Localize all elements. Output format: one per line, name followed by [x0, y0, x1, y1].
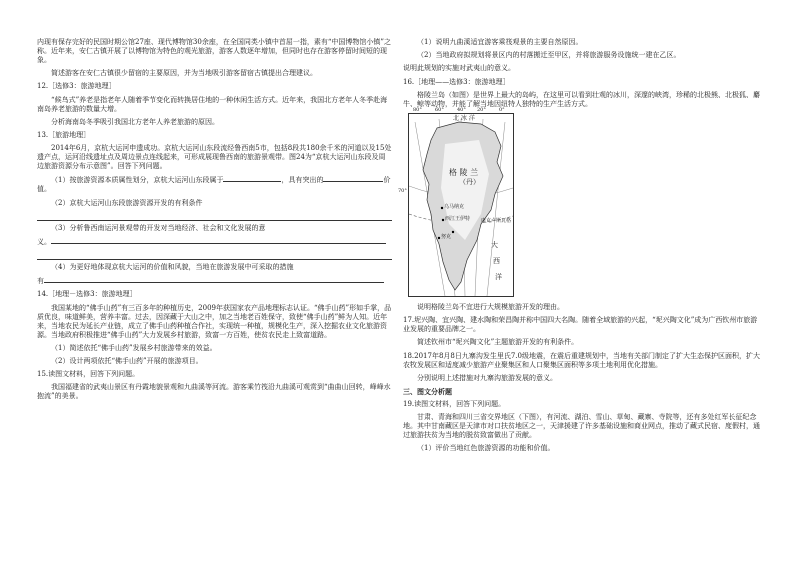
- place-label-3: 西江王伊特: [445, 215, 471, 222]
- q13-sub3-tail: 义。: [37, 237, 51, 246]
- q12-prompt: 分析海南岛冬季吸引我国北方老年人养老旅游的原因。: [51, 117, 219, 126]
- answer-line-q13-3[interactable]: [51, 237, 386, 244]
- lon-label-4: 20°: [477, 106, 486, 113]
- sea-label-atlantic-3: 洋: [495, 272, 502, 281]
- q13-heading: 13.［旅游地理］: [37, 130, 91, 139]
- lon-label-1: 80°: [413, 106, 422, 113]
- place-label-1: 乌马纳克: [444, 203, 465, 210]
- answer-line-q13-3b[interactable]: [37, 251, 392, 260]
- q15-sub2: （2）当地政府拟规划将景区内的村落搬迁至甲区，并将旅游服务设施统一建在乙区。: [417, 51, 681, 60]
- q13-sub2: （2）京杭大运河山东段旅游资源开发的有利条件: [51, 198, 203, 207]
- town-marker: [438, 237, 440, 239]
- q13-sub3-cont: [37, 237, 392, 247]
- place-label-2: 康克卢斯瓦格: [481, 217, 512, 224]
- q13-material: 2014年6月，京杭大运河申遗成功。京杭大运河山东段流经鲁西南5市，包括8段共180余千米的河道以及15处遗产点，运河沿线遗址点及周边景点连线起来，可形成展现鲁西南的旅游景观带。图24为“京杭大运河山东段及周边旅游资源分布示意图”。回答下列问题。: [37, 144, 392, 171]
- q15-heading: 15.读图文材料，回答下列问题。: [37, 370, 140, 379]
- sea-label-atlantic-2: 西: [493, 256, 500, 265]
- q18-prompt: 分别说明上述措施对九寨沟旅游发展的意义。: [417, 373, 557, 382]
- q18-material: 18.2017年8月8日九寨沟发生里氏7.0级地震，在震后重建规划中，当地有关部门制定了扩大生态保护区面积，扩大农牧发展区和适度减少旅游产业聚集区和人口聚集区面积等多项土地利用优化措施。: [403, 351, 760, 369]
- lon-label-5: 0°: [499, 106, 505, 113]
- q13-sub4-cont: [37, 276, 392, 286]
- left-column: [37, 38, 392, 406]
- greenland-map: [398, 106, 514, 297]
- answer-line-q13-2[interactable]: [37, 212, 392, 221]
- q19-sub1: （1）评价当地红色旅游资源的功能和价值。: [417, 444, 555, 453]
- q17-material: 17.坭兴陶、宜兴陶、建水陶和荣昌陶并称中国四大名陶。随着全域旅游的兴起，“坭兴陶文化”成为广西钦州市旅游业发展的重要品牌之一。: [403, 316, 758, 334]
- lat-label: 70°: [398, 187, 407, 194]
- q14-heading: 14.［地理－选修3：旅游地理］: [37, 290, 137, 299]
- q14-material: 我国某地的“佛手山药”有三百多年的种植历史，2009年获国家农产品地理标志认证。“佛手山药”形如手掌，品质优良，味道鲜美，营养丰富。过去，因深藏于大山之中，加之当地老百姓保守，致使“佛手山药”鲜为人知。近年来，当地农民为延长产业链，成立了佛手山药种植合作社，实现统一种植，规模化生产，深入挖掘农业文化旅游资源。当地政府积极推进“佛手山药”大力发展乡村旅游，致富一方百姓，使贫农民走上致富道路。: [37, 303, 392, 339]
- sea-label-arctic: 北 冰 洋: [453, 114, 475, 122]
- answer-blank-2[interactable]: [323, 175, 383, 182]
- lon-label-2: 60°: [435, 106, 444, 113]
- q16-heading: 16.［地理——选修3：旅游地理］: [403, 77, 510, 86]
- answer-blank-1[interactable]: [223, 175, 281, 182]
- island-name-label: 格 陵 兰: [449, 167, 479, 177]
- town-marker: [452, 231, 454, 233]
- q15-material: 我国福建省的武夷山景区有丹霞地貌景观和九曲溪等河流。游客乘竹筏沿九曲溪可观赏到“曲曲山回转，峰峰水抱流”的美景。: [37, 383, 391, 401]
- q13-sub4-tail: 有: [37, 277, 44, 286]
- island-owner-label: （丹）: [459, 177, 480, 186]
- q13-sub1-text-b: ，具有突出的: [281, 176, 324, 185]
- lon-label-3: 40°: [457, 106, 466, 113]
- town-marker: [442, 219, 444, 221]
- section-3-heading: 三、图文分析题: [403, 386, 452, 396]
- q13-sub1-text-c: 价值。: [37, 176, 391, 194]
- q13-sub3: （3）分析鲁西南运河景观带的开发对当地经济、社会和文化发展的意: [51, 223, 266, 232]
- q12-heading: 12.［选修3：旅游地理］: [37, 82, 116, 91]
- q12-material: “候鸟式”养老是指老年人随着季节变化而转换居住地的一种休闲生活方式。近年来，我国北方老年人冬季赴海南岛养老旅游的数量大增。: [37, 95, 388, 113]
- q19-material: 甘肃、青海和四川三省交界地区（下图），有河流、湖泊、雪山、草甸、藏寨、寺院等，还有多处红军长征纪念地。其中甘南藏区是天津市对口扶贫地区之一，天津援建了许多基础设施和商业网点，推动了藏式民宿、度假村，通过旅游扶贫为当地的脱贫致富做出了贡献。: [403, 413, 760, 440]
- right-column: [398, 38, 763, 458]
- q16-material: 格陵兰岛（如图）是世界上最大的岛屿，在这里可以看到壮观的冰川，深邃的峡湾，珍稀的北极熊、北极狐、麝牛、鲸等动物，并能了解当地因纽特人独特的生产生活方式。: [403, 90, 760, 108]
- q15-sub1: （1）说明九曲溪适宜游客乘筏观景的主要自然原因。: [417, 38, 583, 46]
- intro-paragraph: 内现有保存完好的民国时期公馆27座、现代博物馆30余座，在全国同类小镇中首屈一指，素有“中国博物馆小镇”之称。近年来，安仁古镇开展了以博物馆为特色的观光旅游，游客人数逐年增加，但同时也存在游客停留时间短的现象。: [37, 38, 391, 64]
- q16-prompt: 说明格陵兰岛不宜进行大规模旅游开发的理由。: [417, 302, 564, 311]
- q14-sub2: （2）设计两项依托“佛手山药”开展的旅游项目。: [51, 357, 203, 365]
- q15-sub2-cont: 说明此规划的实施对武夷山的意义。: [403, 64, 515, 73]
- answer-line-q13-4[interactable]: [44, 276, 384, 283]
- town-marker: [441, 207, 443, 209]
- q13-sub4: （4）为更好地体现京杭大运河的价值和风貌，当地在旅游发展中可采取的措施: [51, 263, 294, 272]
- q14-sub1: （1）简述依托“佛手山药”发展乡村旅游带来的效益。: [51, 343, 217, 352]
- place-label-4: 努克: [441, 233, 452, 240]
- q19-heading: 19.读图文材料，回答下列问题。: [403, 400, 506, 409]
- q17-prompt: 简述钦州市“坭兴陶文化”主题旅游开发的有利条件。: [417, 338, 579, 347]
- q11-prompt: 简述游客在安仁古镇很少留宿的主要原因，并为当地吸引游客留宿古镇提出合理建议。: [51, 69, 317, 78]
- q13-sub1: [37, 175, 392, 194]
- q13-sub1-text-a: （1）按旅游资源本质属性划分，京杭大运河山东段属于: [51, 176, 224, 185]
- sea-label-atlantic-1: 大: [491, 240, 498, 249]
